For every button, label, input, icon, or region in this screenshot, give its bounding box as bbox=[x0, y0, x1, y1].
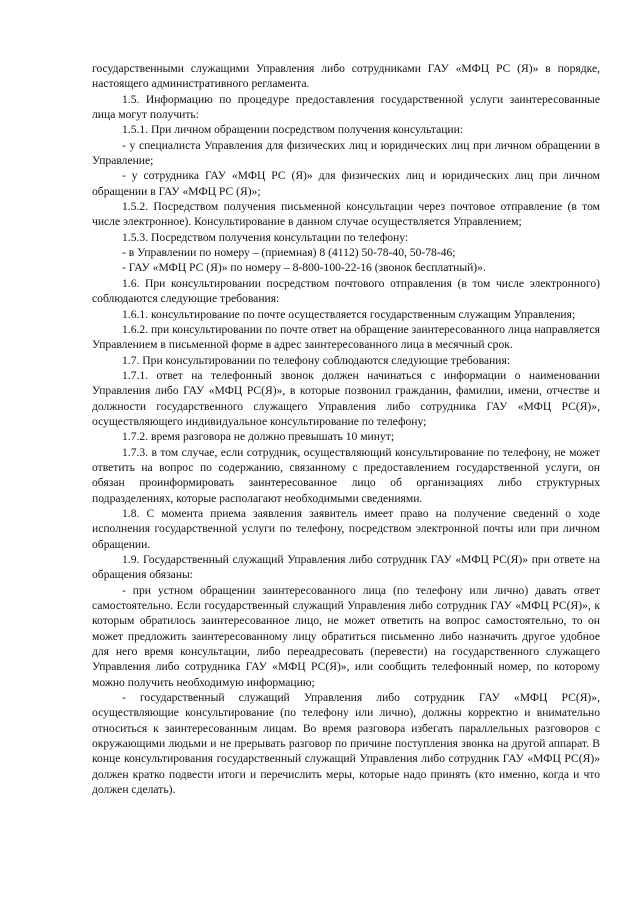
document-paragraph: 1.5. Информацию по процедуре предоставления государственной услуги заинтересованные лица могут получить: bbox=[92, 92, 600, 122]
document-paragraph: - у специалиста Управления для физических лиц и юридических лиц при личном обращении в Управление; bbox=[92, 138, 600, 168]
document-paragraph: 1.6. При консультировании посредством почтового отправления (в том числе электронного) соблюдаются следующие требования: bbox=[92, 276, 600, 306]
document-paragraph: 1.6.2. при консультировании по почте ответ на обращение заинтересованного лица направляется Управлением в письменной форме в адрес заинтересованного лица в месячный срок. bbox=[92, 322, 600, 352]
document-paragraph: 1.5.3. Посредством получения консультации по телефону: bbox=[122, 230, 409, 244]
document-page bbox=[92, 61, 600, 798]
document-paragraph: - ГАУ «МФЦ РС (Я)» по номеру – 8-800-100-22-16 (звонок бесплатный)». bbox=[122, 261, 486, 275]
document-paragraph: 1.7.3. в том случае, если сотрудник, осуществляющий консультирование по телефону, не может ответить на вопрос по содержанию, связанному с предоставлением государственной услуги, он обязан проинформировать заинтересованное лицо об организациях либо структурных подразделениях, которые располагают необходимыми сведениями. bbox=[92, 445, 600, 505]
document-paragraph: 1.5.2. Посредством получения письменной консультации через почтовое отправление (в том числе электронное). Консультирование в данном случае осуществляется Управлением; bbox=[92, 200, 600, 229]
document-paragraph: 1.8. С момента приема заявления заявитель имеет право на получение сведений о ходе исполнения государственной услуги по телефону, посредством электронной почты или при личном обращении. bbox=[92, 506, 600, 551]
document-paragraph: - при устном обращении заинтересованного лица (по телефону или лично) давать ответ самостоятельно. Если государственный служащий Управления либо сотрудник ГАУ «МФЦ РС(Я)», к которым обратилось заинтересованное лицо, не может ответить на вопрос самостоятельно, то он может предложить заинтересованному лицу обратиться письменно либо назначить другое удобное для него время консультации, либо переадресовать (перевести) на государственного служащего Управления либо сотрудника ГАУ «МФЦ РС(Я)», или сообщить телефонный номер, по которому можно получить необходимую информацию; bbox=[92, 583, 600, 689]
document-paragraph: 1.9. Государственный служащий Управления либо сотрудник ГАУ «МФЦ РС(Я)» при ответе на обращения обязаны: bbox=[92, 553, 600, 582]
document-paragraph: 1.5.1. При личном обращении посредством получения консультации: bbox=[122, 123, 464, 137]
document-paragraph: 1.7.1. ответ на телефонный звонок должен начинаться с информации о наименовании Управления либо ГАУ «МФЦ РС(Я)», в которые позвонил гражданин, фамилии, имени, отчестве и должности государственного служащего Управления либо сотрудника ГАУ «МФЦ РС(Я)», осуществляющего индивидуальное консультирование по телефону; bbox=[92, 368, 600, 428]
document-paragraph: 1.6.1. консультирование по почте осуществляется государственным служащим Управления; bbox=[122, 307, 576, 321]
document-paragraph: - у сотрудника ГАУ «МФЦ РС (Я)» для физических лиц и юридических лиц при личном обращении в ГАУ «МФЦ РС (Я)»; bbox=[92, 169, 600, 198]
document-paragraph: 1.7. При консультировании по телефону соблюдаются следующие требования: bbox=[122, 353, 511, 367]
document-paragraph: 1.7.2. время разговора не должно превышать 10 минут; bbox=[122, 430, 395, 444]
document-paragraph: - в Управлении по номеру – (приемная) 8 (4112) 50-78-40, 50-78-46; bbox=[122, 246, 456, 260]
document-paragraph: - государственный служащий Управления либо сотрудник ГАУ «МФЦ РС(Я)», осуществляющие консультирование (по телефону или лично), должны корректно и внимательно относиться к заинтересованным лицам. Во время разговора избегать параллельных разговоров с окружающими людьми и не прерывать разговор по причине поступления звонка на другой аппарат. В конце консультирования государственный служащий Управления либо сотрудник ГАУ «МФЦ РС(Я)» должен кратко подвести итоги и перечислить меры, которые надо принять (кто именно, когда и что должен сделать). bbox=[92, 691, 600, 797]
document-paragraph: государственными служащими Управления либо сотрудниками ГАУ «МФЦ РС (Я)» в порядке, настоящего административного регламента. bbox=[92, 62, 600, 91]
